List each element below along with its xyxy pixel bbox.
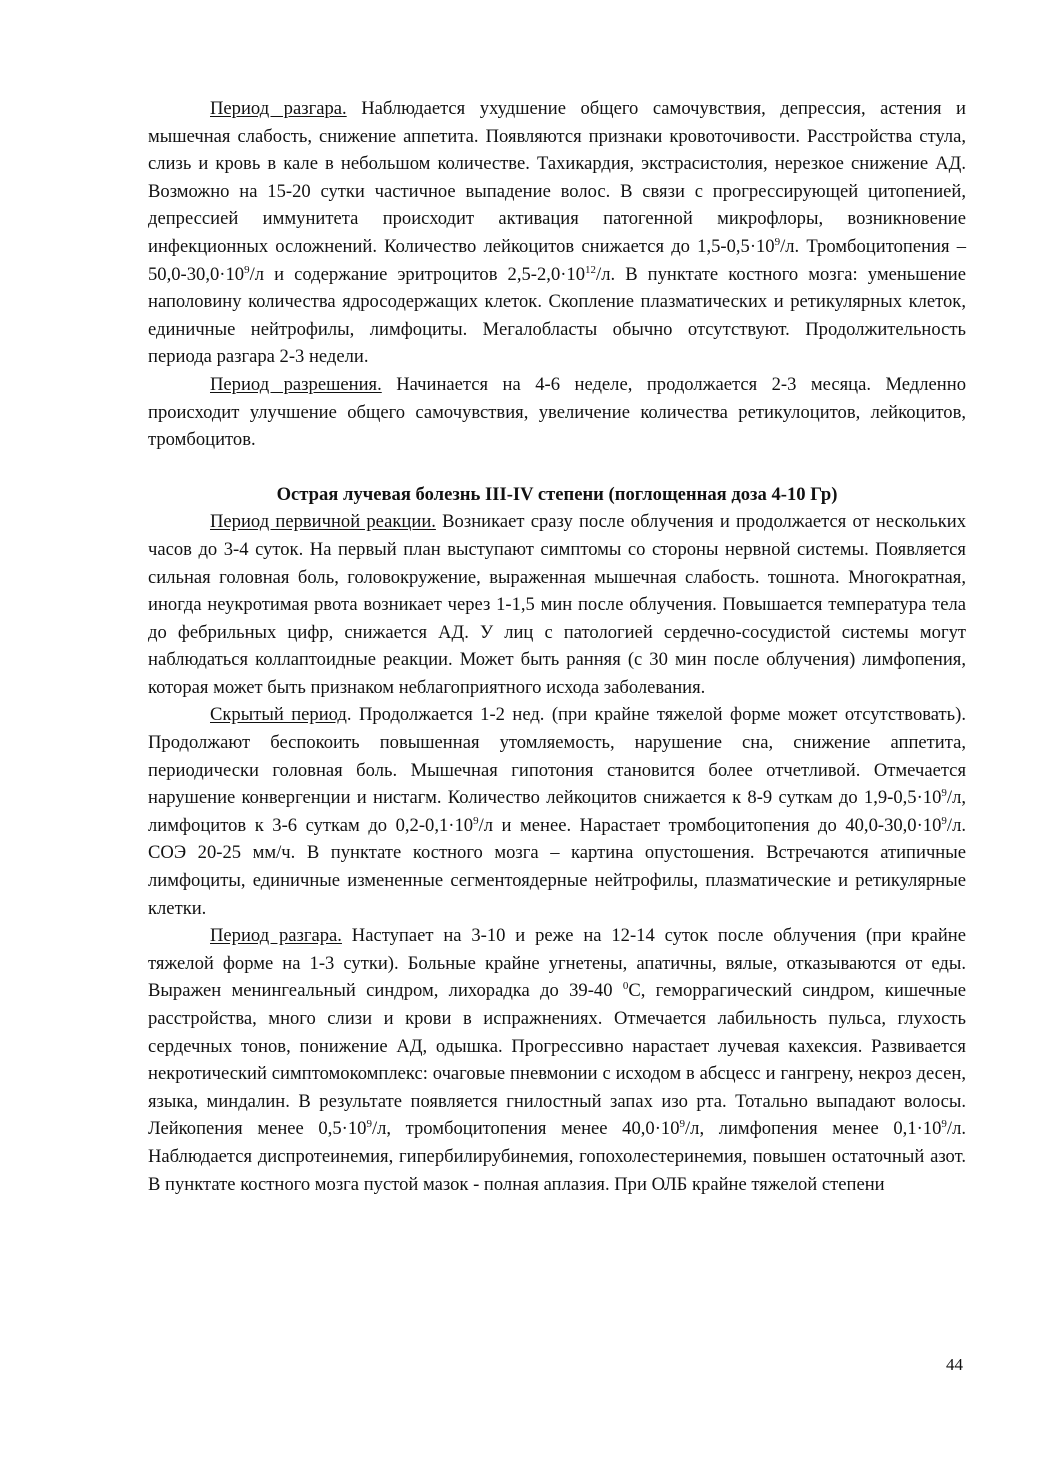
paragraph-resolution-period — [148, 371, 966, 454]
text-run: /л, лимфоцитов к 3-6 суткам до 0,2-0,1·10 — [148, 787, 966, 836]
superscript: 12 — [585, 263, 597, 276]
superscript: 0 — [622, 980, 629, 993]
superscript: 9 — [679, 1118, 685, 1131]
paragraph-primary-reaction — [148, 508, 966, 701]
peak-period-label: Период разгара. — [210, 98, 347, 119]
paragraph-peak-period-1 — [148, 95, 966, 371]
document-page — [148, 95, 966, 1198]
paragraph-peak-period-2 — [148, 922, 966, 1198]
text-run: /л. Тромбоцитопения – 50,0-30,0·10 — [148, 235, 966, 285]
text-run: С, геморрагический синдром, кишечные расстройства, много слизи и крови в испражнениях. Отмечается лабильность пульса, глухость сердечных тонов, понижение АД, одышка. Прогрессивно нарастает лучевая кахексия. Развивается некротический симптомокомплекс: очаговые пневмонии с исходом в абсцесс и гангрену, некроз десен, языка, миндалин. В результате появляется гнилостный запах изо рта. Тотально выпадают волосы. Лейкопения менее 0,5·10 — [148, 980, 967, 1140]
text-run: /л, лимфопения менее 0,1·10 — [685, 1118, 942, 1140]
paragraph-latent-period — [148, 701, 966, 922]
text-run: Наступает на 3-10 и реже на 12-14 суток после облучения (при крайне тяжелой форме на 1-3 сутки). Больные крайне угнетены, апатичны, вялые, отказываются от еды. Выражен менингеальный синдром, лихорадка до 39-40 — [148, 925, 966, 1002]
text-run: /л и содержание эритроцитов 2,5-2,0·10 — [249, 263, 586, 285]
superscript: 9 — [941, 787, 947, 800]
text-run: /л. СОЭ 20-25 мм/ч. В пунктате костного мозга – картина опустошения. Встречаются атипичные лимфоциты, единичные измененные сегментоядерные нейтрофилы, плазматические и ретикулярные клетки. — [148, 814, 966, 919]
resolution-period-label: Период разрешения. — [210, 373, 382, 395]
text-run: Наблюдается ухудшение общего самочувствия, депрессия, астения и мышечная слабость, снижение аппетита. Появляются признаки кровоточивости. Расстройства стула, слизь и кровь в кале в небольшом количестве. Тахикардия, экстрасистолия, нерезкое снижение АД. Возможно на 15-20 сутки частичное выпадение волос. В связи с прогрессирующей цитопенией, депрессией иммунитета происходит активация патогенной микрофлоры, возникновение инфекционных осложнений. Количество лейкоцитов снижается до 1,5-0,5·10 — [148, 98, 966, 257]
text-run: Возникает сразу после облучения и продолжается от нескольких часов до 3-4 суток. На первый план выступают симптомы со стороны нервной системы. Появляется сильная головная боль, головокружение, выраженная мышечная слабость. тошнота. Многократная, иногда неукротимая рвота возникает через 1-1,5 мин после облучения. Повышается температура тела до фебрильных цифр, снижается АД. У лиц с патологией сердечно-сосудистой системы могут наблюдаться коллаптоидные реакции. Может быть ранняя (с 30 мин после облучения) лимфопения, которая может быть признаком неблагоприятного исхода заболевания. — [148, 511, 967, 698]
page-number: 44 — [946, 1355, 963, 1374]
superscript: 9 — [774, 235, 781, 248]
primary-reaction-label: Период первичной реакции. — [210, 511, 436, 533]
text-run: /л, тромбоцитопения менее 40,0·10 — [371, 1118, 680, 1140]
text-run: /л. В пунктате костного мозга: уменьшение наполовину количества ядросодержащих клеток. Скопление плазматических и ретикулярных клеток, единичные нейтрофилы, лимфоциты. Мегалобласты обычно отсутствуют. Продолжительность периода разгара 2-3 недели. — [148, 263, 966, 368]
superscript: 9 — [473, 814, 479, 827]
text-run: /л. Наблюдается диспротеинемия, гипербилирубинемия, гопохолестеринемия, повышен остаточный азот. В пунктате костного мозга пустой мазок - полная аплазия. При ОЛБ крайне тяжелой степени — [148, 1118, 966, 1195]
superscript: 9 — [941, 1118, 947, 1131]
peak-period-label: Период разгара. — [210, 925, 342, 947]
text-run: /л и менее. Нарастает тромбоцитопения до 40,0-30,0·10 — [478, 814, 942, 836]
superscript: 9 — [244, 263, 250, 276]
superscript: 9 — [941, 814, 947, 827]
superscript: 9 — [366, 1118, 372, 1131]
text-run: . Продолжается 1-2 нед. (при крайне тяжелой форме может отсутствовать). Продолжают беспокоить повышенная утомляемость, нарушение сна, снижение аппетита, периодически головная боль. Мышечная гипотония становится более отчетливой. Отмечается нарушение конвергенции и нистагм. Количество лейкоцитов снижается к 8-9 суткам до 1,9-0,5·10 — [148, 704, 966, 809]
text-run: Начинается на 4-6 неделе, продолжается 2-3 месяца. Медленно происходит улучшение общего самочувствия, увеличение количества ретикулоцитов, лейкоцитов, тромбоцитов. — [148, 373, 966, 451]
section-heading: Острая лучевая болезнь III-IV степени (поглощенная доза 4-10 Гр) — [276, 483, 838, 505]
latent-period-label: Скрытый период — [210, 704, 347, 726]
